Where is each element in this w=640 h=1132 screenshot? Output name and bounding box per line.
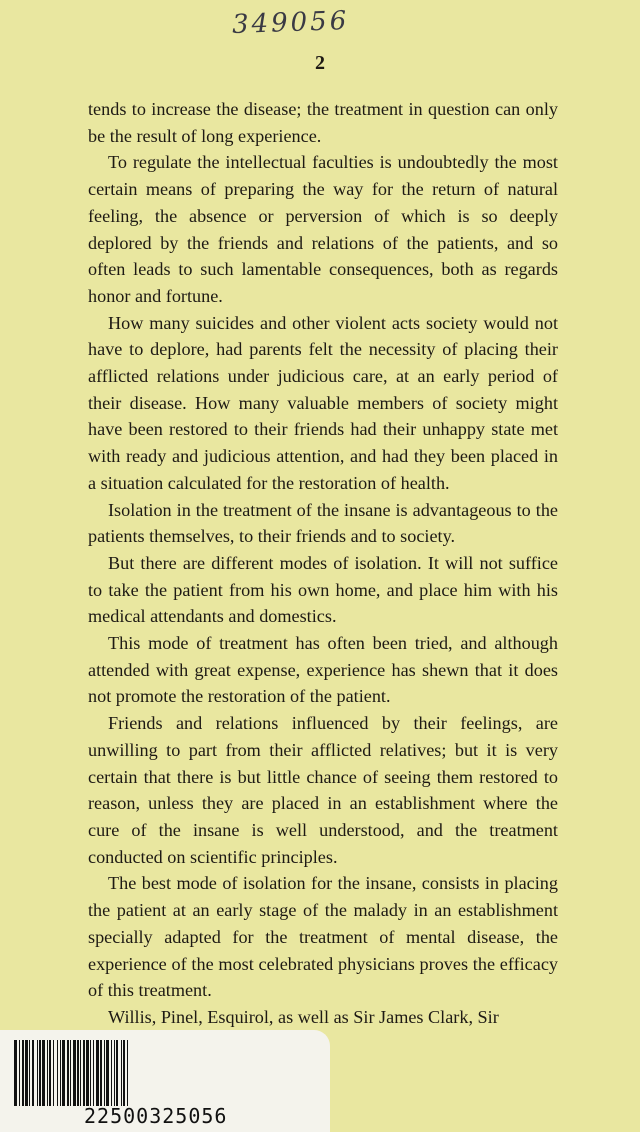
- paragraph: To regulate the intellectual faculties is undoubtedly the most certain means of preparing the way for the return of natural feeling, the absence or perversion of which is so deeply deplored by the friends and relations of the patients, and so often leads to such lamentable consequences, both as regards honor and fortune.: [88, 152, 558, 306]
- paragraph: This mode of treatment has often been tried, and although attended with great expense, experience has shewn that it does not promote the restoration of the patient.: [88, 633, 558, 707]
- handwritten-accession-number: 349056: [231, 5, 350, 41]
- paragraph: Willis, Pinel, Esquirol, as well as Sir James Clark, Sir: [108, 1006, 499, 1027]
- paragraph: tends to increase the disease; the treatment in question can only be the result of long experience.: [88, 99, 558, 146]
- paragraph: The best mode of isolation for the insane, consists in placing the patient at an early stage of the malady in an establishment specially adapted for the treatment of mental disease, the experience of the most celebrated physicians proves the efficacy of this treatment.: [88, 873, 558, 1001]
- body-text: [88, 96, 558, 1031]
- paragraph: Friends and relations influenced by their feelings, are unwilling to part from their afflicted relatives; but it is very certain that there is but little chance of seeing them restored to reason, unless they are placed in an establishment where the cure of the insane is well understood, and the treatment conducted on scientific principles.: [88, 713, 558, 867]
- paragraph: Isolation in the treatment of the insane is advantageous to the patients themselves, to their friends and to society.: [88, 499, 558, 547]
- barcode-icon: [14, 1040, 296, 1106]
- barcode-number: 22500325056: [84, 1104, 228, 1128]
- page-number: 2: [315, 52, 325, 74]
- paragraph: But there are different modes of isolation. It will not suffice to take the patient from his own home, and place him with his medical attendants and domestics.: [88, 552, 558, 627]
- paragraph: How many suicides and other violent acts society would not have to deplore, had parents felt the necessity of placing their afflicted relations under judicious care, at an early period of their disease. How many valuable members of society might have been restored to their friends had their unhappy state met with ready and judicious attention, and had they been placed in a situation calculated for the restoration of health.: [88, 312, 558, 493]
